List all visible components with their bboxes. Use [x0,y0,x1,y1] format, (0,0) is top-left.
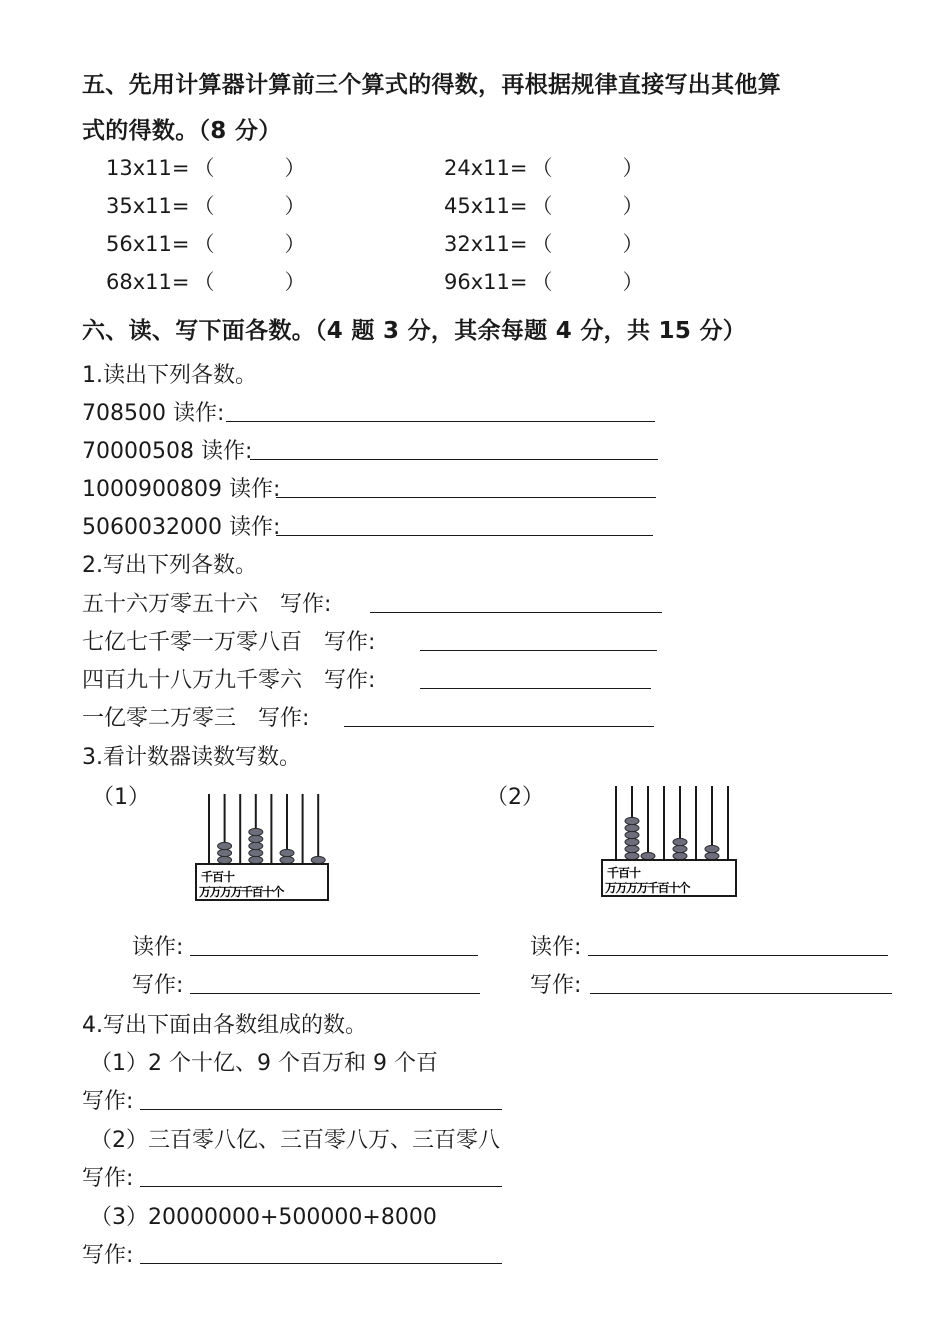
q4-item: （3）20000000+500000+8000 [90,1205,437,1230]
abacus2-bottom-labels: 万万万万千百十个 [605,881,690,895]
calc-item: 35x11= （ ） [106,194,306,218]
q3-label-2: （2） [486,785,544,810]
section5-heading-line1: 五、先用计算器计算前三个算式的得数，再根据规律直接写出其他算 [82,72,781,98]
abacus-bead [673,838,687,845]
calc-item: 56x11= （ ） [106,232,306,256]
calc-item: 45x11= （ ） [444,194,644,218]
abacus-bead [673,845,687,852]
abacus-bead [625,817,639,824]
q2-item: 七亿七千零一万零八百 写作: [82,630,376,655]
q2-item: 五十六万零五十六 写作: [82,592,332,617]
calc-item: 32x11= （ ） [444,232,644,256]
answer-blank[interactable] [140,1109,502,1110]
abacus-bead [625,824,639,831]
q4-title: 4.写出下面由各数组成的数。 [82,1013,367,1038]
q1-item: 70000508 读作: [82,439,253,464]
q3-title: 3.看计数器读数写数。 [82,745,301,770]
abacus-bead [641,852,655,859]
abacus2-read-label: 读作: [530,935,582,960]
q4-item: （2）三百零八亿、三百零八万、三百零八 [90,1128,500,1153]
calc-item: 96x11= （ ） [444,270,644,294]
abacus1-write-label: 写作: [132,973,184,998]
answer-blank[interactable] [250,459,658,460]
abacus-counter-2 [598,780,743,900]
abacus-bead [218,849,232,856]
answer-blank[interactable] [420,688,651,689]
answer-blank[interactable] [226,421,655,422]
abacus2-write-label: 写作: [530,973,582,998]
answer-blank[interactable] [190,993,480,994]
abacus1-top-labels: 千百十 [201,870,235,884]
q4-write-label: 写作: [82,1166,134,1191]
answer-blank[interactable] [140,1263,502,1264]
abacus-bead [249,849,263,856]
abacus-bead [311,856,325,863]
abacus-bead [218,842,232,849]
abacus-bead [249,842,263,849]
answer-blank[interactable] [420,650,657,651]
q4-write-label: 写作: [82,1089,134,1114]
abacus-bead [249,835,263,842]
q3-label-1: （1） [92,785,150,810]
answer-blank[interactable] [276,497,656,498]
q2-title: 2.写出下列各数。 [82,553,257,578]
abacus-bead [218,856,232,863]
abacus-bead [280,856,294,863]
abacus-bead [705,845,719,852]
abacus-bead [280,849,294,856]
calc-item: 68x11= （ ） [106,270,306,294]
answer-blank[interactable] [370,612,662,613]
q4-item: （1）2 个十亿、9 个百万和 9 个百 [90,1051,438,1076]
answer-blank[interactable] [190,955,478,956]
abacus-bead [673,852,687,859]
answer-blank[interactable] [590,993,892,994]
abacus-bead [625,838,639,845]
q2-item: 四百九十八万九千零六 写作: [82,668,376,693]
section5-heading-line2: 式的得数。（8 分） [82,118,282,144]
q1-item: 708500 读作: [82,401,225,426]
abacus-bead [625,845,639,852]
abacus-bead [625,852,639,859]
q4-write-label: 写作: [82,1243,134,1268]
answer-blank[interactable] [140,1186,502,1187]
q1-item: 1000900809 读作: [82,477,281,502]
answer-blank[interactable] [276,535,653,536]
abacus1-bottom-labels: 万万万万千百十个 [199,885,284,899]
abacus1-read-label: 读作: [132,935,184,960]
q1-item: 5060032000 读作: [82,515,281,540]
q2-item: 一亿零二万零三 写作: [82,706,310,731]
answer-blank[interactable] [588,955,888,956]
calc-item: 13x11= （ ） [106,156,306,180]
abacus-bead [625,831,639,838]
abacus-bead [249,828,263,835]
abacus-bead [705,852,719,859]
abacus-bead [249,856,263,863]
q1-title: 1.读出下列各数。 [82,363,257,388]
section6-heading: 六、读、写下面各数。（4 题 3 分，其余每题 4 分，共 15 分） [82,318,747,344]
answer-blank[interactable] [344,726,654,727]
calc-item: 24x11= （ ） [444,156,644,180]
abacus-counter-1 [194,790,334,904]
abacus2-top-labels: 千百十 [607,866,641,880]
